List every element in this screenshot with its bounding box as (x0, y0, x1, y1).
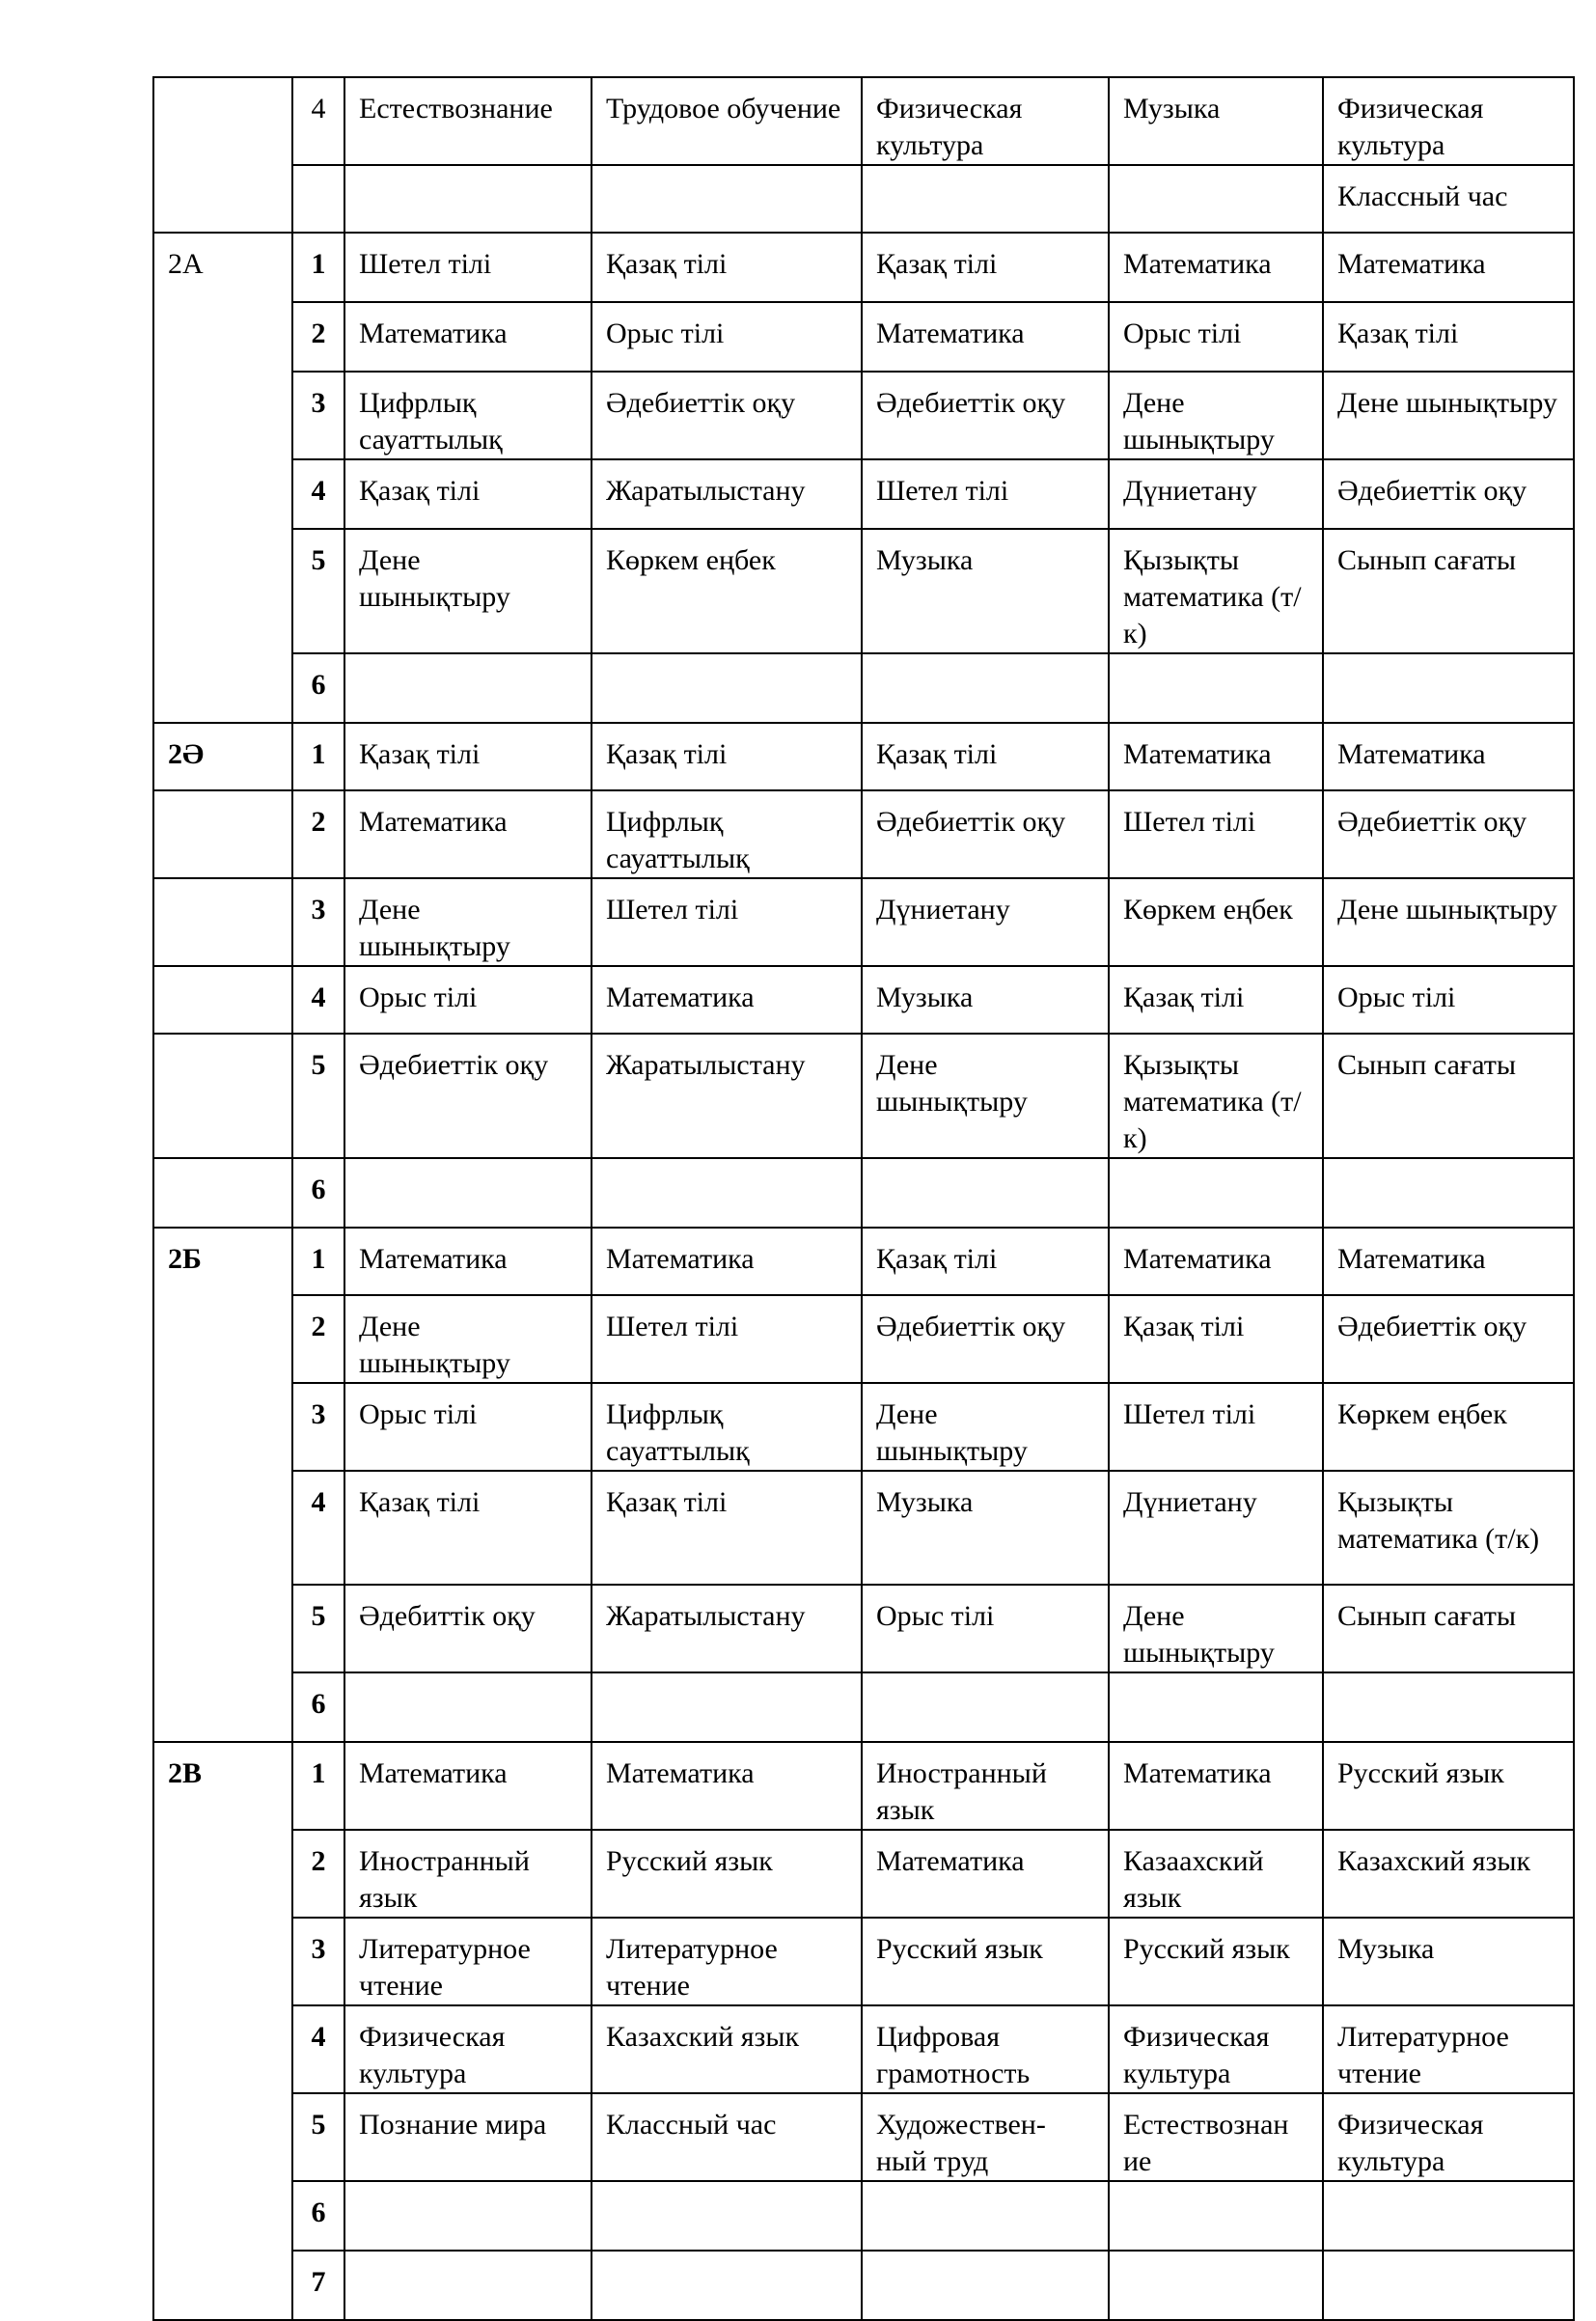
table-row (153, 529, 1574, 653)
subject-cell: Дүниетану (1109, 459, 1323, 529)
subject-cell: Көркем еңбек (1109, 878, 1323, 966)
subject-cell (1323, 1158, 1574, 1228)
lesson-number: 1 (292, 723, 344, 790)
subject-cell: Математика (344, 302, 592, 372)
subject-cell: Орыс тілі (1109, 302, 1323, 372)
subject-cell: Сынып сағаты (1323, 1034, 1574, 1158)
table-row (153, 1672, 1574, 1742)
subject-cell: Математика (344, 1228, 592, 1295)
lesson-number: 2 (292, 790, 344, 878)
subject-cell: Орыс тілі (344, 966, 592, 1034)
subject-cell: Көркем еңбек (592, 529, 862, 653)
subject-cell: Математика (592, 966, 862, 1034)
subject-cell: Русский язык (1323, 1742, 1574, 1830)
subject-cell: Қазақ тілі (1109, 966, 1323, 1034)
subject-cell: Орыс тілі (1323, 966, 1574, 1034)
subject-cell (592, 165, 862, 233)
table-row (153, 790, 1574, 878)
subject-cell (1109, 1672, 1323, 1742)
subject-cell: Жаратылыстану (592, 1585, 862, 1672)
subject-cell: Цифрлық сауаттылық (592, 790, 862, 878)
subject-cell: Математика (1323, 723, 1574, 790)
subject-cell: Классный час (1323, 165, 1574, 233)
lesson-number: 7 (292, 2251, 344, 2320)
subject-cell (1109, 165, 1323, 233)
subject-cell: Орыс тілі (344, 1383, 592, 1471)
subject-cell (862, 2181, 1109, 2251)
lesson-number: 5 (292, 1585, 344, 1672)
subject-cell (1323, 653, 1574, 723)
subject-cell: Әдебиеттік оқу (1323, 790, 1574, 878)
table-row (153, 459, 1574, 529)
lesson-number: 2 (292, 302, 344, 372)
subject-cell (592, 2251, 862, 2320)
table-row (153, 2005, 1574, 2093)
table-row (153, 2181, 1574, 2251)
table-row (153, 233, 1574, 302)
lesson-number: 3 (292, 372, 344, 459)
table-row (153, 878, 1574, 966)
table-row (153, 1585, 1574, 1672)
subject-cell: Русский язык (1109, 1918, 1323, 2005)
lesson-number: 1 (292, 1742, 344, 1830)
subject-cell: Казахский язык (1323, 1830, 1574, 1918)
subject-cell (344, 2181, 592, 2251)
subject-cell (1109, 2251, 1323, 2320)
subject-cell: Қазақ тілі (344, 1471, 592, 1585)
subject-cell: Физическая культура (344, 2005, 592, 2093)
subject-cell: Қазақ тілі (1109, 1295, 1323, 1383)
subject-cell: Қызықты математика (т/к) (1109, 529, 1323, 653)
subject-cell: Математика (592, 1742, 862, 1830)
subject-cell: Физическая культура (1323, 77, 1574, 165)
lesson-number: 2 (292, 1295, 344, 1383)
subject-cell: Музыка (1323, 1918, 1574, 2005)
subject-cell: Шетел тілі (1109, 790, 1323, 878)
subject-cell: Цифрлық сауаттылық (344, 372, 592, 459)
subject-cell: Қазақ тілі (862, 723, 1109, 790)
subject-cell: Әдебиттік оқу (344, 1585, 592, 1672)
subject-cell (592, 1158, 862, 1228)
lesson-number: 3 (292, 1918, 344, 2005)
subject-cell (592, 653, 862, 723)
subject-cell: Иностранный язык (344, 1830, 592, 1918)
subject-cell: Дене шынықтыру (344, 529, 592, 653)
subject-cell: Музыка (1109, 77, 1323, 165)
subject-cell: Дене шынықтыру (1323, 878, 1574, 966)
subject-cell: Трудовое обучение (592, 77, 862, 165)
subject-cell: Художествен-ный труд (862, 2093, 1109, 2181)
table-row (153, 1830, 1574, 1918)
table-row (153, 1918, 1574, 2005)
subject-cell: Дене шынықтыру (862, 1383, 1109, 1471)
table-row (153, 653, 1574, 723)
lesson-number: 5 (292, 1034, 344, 1158)
subject-cell: Дене шынықтыру (344, 1295, 592, 1383)
subject-cell: Дүниетану (1109, 1471, 1323, 1585)
subject-cell (1323, 2181, 1574, 2251)
lesson-number: 3 (292, 1383, 344, 1471)
subject-cell: Көркем еңбек (1323, 1383, 1574, 1471)
subject-cell: Литературное чтение (1323, 2005, 1574, 2093)
subject-cell: Шетел тілі (592, 878, 862, 966)
subject-cell (1109, 2181, 1323, 2251)
lesson-number: 4 (292, 966, 344, 1034)
table-row (153, 1295, 1574, 1383)
subject-cell: Физическая культура (1323, 2093, 1574, 2181)
subject-cell (862, 2251, 1109, 2320)
subject-cell (344, 165, 592, 233)
table-row (153, 77, 1574, 165)
subject-cell: Цифровая грамотность (862, 2005, 1109, 2093)
lesson-number: 6 (292, 1672, 344, 1742)
lesson-number: 6 (292, 1158, 344, 1228)
lesson-number: 6 (292, 2181, 344, 2251)
subject-cell: Математика (1109, 233, 1323, 302)
subject-cell: Дене шынықтыру (344, 878, 592, 966)
table-row (153, 2251, 1574, 2320)
class-cell (153, 878, 292, 966)
subject-cell (1323, 1672, 1574, 1742)
schedule-table (152, 76, 1575, 2321)
table-row (153, 1383, 1574, 1471)
subject-cell: Сынып сағаты (1323, 1585, 1574, 1672)
subject-cell: Дене шынықтыру (1109, 372, 1323, 459)
class-cell (153, 966, 292, 1034)
subject-cell: Қазақ тілі (592, 233, 862, 302)
subject-cell: Цифрлық сауаттылық (592, 1383, 862, 1471)
subject-cell: Қазақ тілі (344, 723, 592, 790)
subject-cell: Математика (862, 302, 1109, 372)
class-cell (153, 1034, 292, 1158)
subject-cell: Қазақ тілі (592, 723, 862, 790)
subject-cell: Әдебиеттік оқу (592, 372, 862, 459)
subject-cell (344, 2251, 592, 2320)
lesson-number (292, 165, 344, 233)
subject-cell: Казахский язык (592, 2005, 862, 2093)
subject-cell: Математика (862, 1830, 1109, 1918)
class-cell (153, 1158, 292, 1228)
subject-cell (862, 165, 1109, 233)
subject-cell: Литературное чтение (592, 1918, 862, 2005)
lesson-number: 6 (292, 653, 344, 723)
subject-cell: Орыс тілі (592, 302, 862, 372)
subject-cell: Дене шынықтыру (862, 1034, 1109, 1158)
subject-cell: Қазақ тілі (344, 459, 592, 529)
subject-cell: Математика (344, 1742, 592, 1830)
subject-cell: Естествознание (344, 77, 592, 165)
subject-cell (344, 1158, 592, 1228)
subject-cell: Познание мира (344, 2093, 592, 2181)
subject-cell: Қазақ тілі (1323, 302, 1574, 372)
subject-cell: Қызықты математика (т/к) (1109, 1034, 1323, 1158)
subject-cell: Қызықты математика (т/к) (1323, 1471, 1574, 1585)
table-row (153, 723, 1574, 790)
class-label: 2А (153, 233, 292, 723)
subject-cell: Дүниетану (862, 878, 1109, 966)
subject-cell: Шетел тілі (862, 459, 1109, 529)
subject-cell: Русский язык (592, 1830, 862, 1918)
subject-cell: Жаратылыстану (592, 1034, 862, 1158)
subject-cell (592, 1672, 862, 1742)
subject-cell: Музыка (862, 529, 1109, 653)
subject-cell: Физическая культура (1109, 2005, 1323, 2093)
subject-cell (1323, 2251, 1574, 2320)
table-row (153, 165, 1574, 233)
subject-cell: Математика (1109, 723, 1323, 790)
lesson-number: 5 (292, 2093, 344, 2181)
lesson-number: 1 (292, 1228, 344, 1295)
subject-cell: Иностранный язык (862, 1742, 1109, 1830)
subject-cell: Әдебиеттік оқу (862, 1295, 1109, 1383)
class-label: 2Б (153, 1228, 292, 1742)
table-row (153, 302, 1574, 372)
subject-cell: Математика (1109, 1742, 1323, 1830)
subject-cell: Литературное чтение (344, 1918, 592, 2005)
subject-cell (1109, 1158, 1323, 1228)
table-row (153, 1742, 1574, 1830)
subject-cell: Әдебиеттік оқу (862, 372, 1109, 459)
table-row (153, 372, 1574, 459)
table-row (153, 1034, 1574, 1158)
subject-cell: Шетел тілі (592, 1295, 862, 1383)
subject-cell: Дене шынықтыру (1323, 372, 1574, 459)
lesson-number: 4 (292, 459, 344, 529)
subject-cell: Казаахский язык (1109, 1830, 1323, 1918)
class-label: 2Ә (153, 723, 292, 790)
subject-cell: Қазақ тілі (862, 1228, 1109, 1295)
subject-cell: Музыка (862, 966, 1109, 1034)
subject-cell: Математика (1323, 1228, 1574, 1295)
subject-cell: Шетел тілі (1109, 1383, 1323, 1471)
lesson-number: 3 (292, 878, 344, 966)
subject-cell: Математика (1323, 233, 1574, 302)
subject-cell: Математика (1109, 1228, 1323, 1295)
subject-cell: Математика (344, 790, 592, 878)
subject-cell: Әдебиеттік оқу (862, 790, 1109, 878)
subject-cell: Классный час (592, 2093, 862, 2181)
lesson-number: 5 (292, 529, 344, 653)
table-row (153, 966, 1574, 1034)
subject-cell (862, 1158, 1109, 1228)
lesson-number: 1 (292, 233, 344, 302)
subject-cell: Әдебиеттік оқу (1323, 1295, 1574, 1383)
subject-cell: Музыка (862, 1471, 1109, 1585)
lesson-number: 4 (292, 77, 344, 165)
class-cell (153, 790, 292, 878)
table-row (153, 1158, 1574, 1228)
subject-cell (344, 1672, 592, 1742)
subject-cell: Әдебиеттік оқу (1323, 459, 1574, 529)
lesson-number: 4 (292, 1471, 344, 1585)
table-row (153, 2093, 1574, 2181)
subject-cell (344, 653, 592, 723)
subject-cell (862, 1672, 1109, 1742)
subject-cell: Әдебиеттік оқу (344, 1034, 592, 1158)
lesson-number: 4 (292, 2005, 344, 2093)
subject-cell: Шетел тілі (344, 233, 592, 302)
subject-cell: Физическая культура (862, 77, 1109, 165)
subject-cell: Жаратылыстану (592, 459, 862, 529)
subject-cell: Математика (592, 1228, 862, 1295)
class-cell (153, 77, 292, 233)
subject-cell: Дене шынықтыру (1109, 1585, 1323, 1672)
subject-cell: Орыс тілі (862, 1585, 1109, 1672)
subject-cell (1109, 653, 1323, 723)
subject-cell (862, 653, 1109, 723)
subject-cell (592, 2181, 862, 2251)
lesson-number: 2 (292, 1830, 344, 1918)
table-row (153, 1228, 1574, 1295)
subject-cell: Сынып сағаты (1323, 529, 1574, 653)
subject-cell: Қазақ тілі (592, 1471, 862, 1585)
subject-cell: Русский язык (862, 1918, 1109, 2005)
subject-cell: Қазақ тілі (862, 233, 1109, 302)
table-row (153, 1471, 1574, 1585)
subject-cell: Естествознан ие (1109, 2093, 1323, 2181)
class-label: 2В (153, 1742, 292, 2320)
